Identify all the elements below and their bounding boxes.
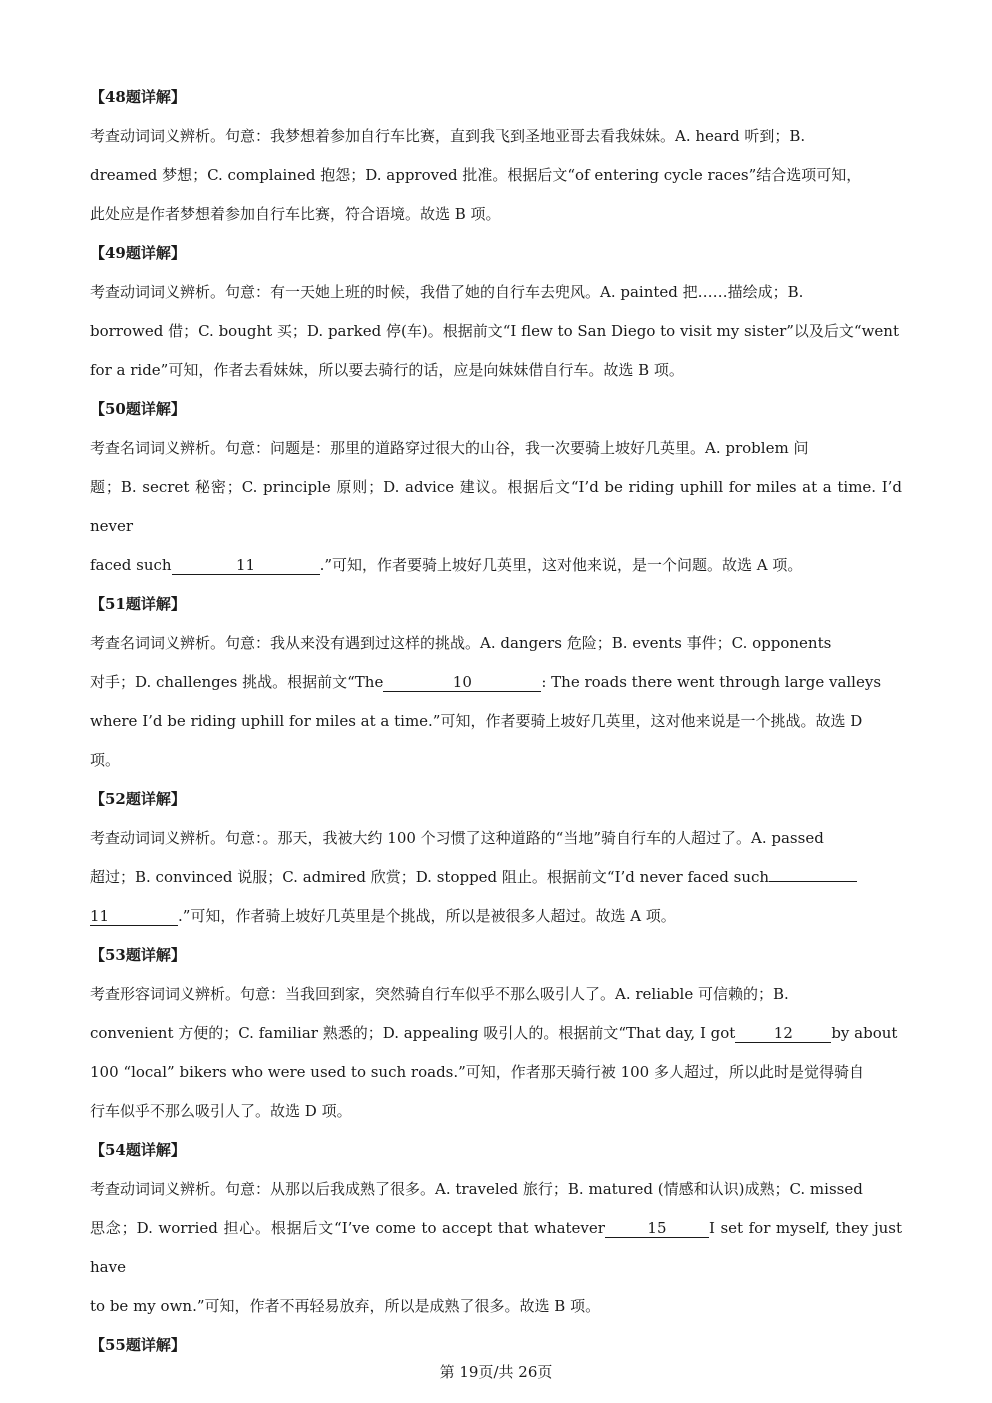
explanation-line-with-blank	[90, 1014, 902, 1053]
section-heading-51: 【51题详解】	[90, 595, 186, 613]
explanation-line: 考查形容词词义辨析。句意：当我回到家，突然骑自行车似乎不那么吸引人了。A. reliable 可信赖的；B.	[90, 985, 789, 1003]
text-after-blank: .”可知，作者骑上坡好几英里是个挑战，所以是被很多人超过。故选 A 项。	[178, 907, 676, 925]
text-before-blank: faced such	[90, 556, 172, 574]
fill-blank: 15	[605, 1219, 709, 1238]
section-heading-54: 【54题详解】	[90, 1141, 186, 1159]
explanation-line: dreamed 梦想；C. complained 抱怨；D. approved 批准。根据后文“of entering cycle races”结合选项可知，	[90, 166, 862, 184]
text-after-blank: : The roads there went through large valleys	[541, 673, 882, 691]
explanation-line-with-blank	[90, 1209, 902, 1287]
text-after-blank: .”可知，作者要骑上坡好几英里，这对他来说，是一个问题。故选 A 项。	[319, 556, 803, 574]
explanation-line-with-blank	[90, 897, 902, 936]
section-heading-48: 【48题详解】	[90, 88, 186, 106]
text-after-blank: by about	[831, 1024, 898, 1042]
explanation-line: 考查名词词义辨析。句意：问题是：那里的道路穿过很大的山谷，我一次要骑上坡好几英里。A. problem 问	[90, 439, 809, 457]
section-heading-49: 【49题详解】	[90, 244, 186, 262]
fill-blank	[769, 881, 857, 882]
fill-blank: 12	[735, 1024, 831, 1043]
explanation-line: 100 “local” bikers who were used to such roads.”可知，作者那天骑行被 100 多人超过，所以此时是觉得骑自	[90, 1063, 864, 1081]
fill-blank: 11	[90, 907, 178, 926]
text-before-blank: 对手；D. challenges 挑战。根据前文“The	[90, 673, 384, 691]
explanation-line: 考查名词词义辨析。句意：我从来没有遇到过这样的挑战。A. dangers 危险；B. events 事件；C. opponents	[90, 634, 832, 652]
explanation-line: where I’d be riding uphill for miles at a time.”可知，作者要骑上坡好几英里，这对他来说是一个挑战。故选 D	[90, 712, 863, 730]
explanation-line: 项。	[90, 751, 121, 769]
section-heading-55: 【55题详解】	[90, 1336, 186, 1354]
page-number-footer: 第 19页/共 26页	[439, 1363, 553, 1381]
explanation-line: 题；B. secret 秘密；C. principle 原则；D. advice 建议。根据后文“I’d be riding uphill for miles at a time. I’d never	[90, 478, 902, 535]
text-before-blank: 超过；B. convinced 说服；C. admired 欣赏；D. stopped 阻止。根据前文“I’d never faced such	[90, 868, 770, 886]
explanation-line: 考查动词词义辨析。句意：我梦想着参加自行车比赛，直到我飞到圣地亚哥去看我妹妹。A. heard 听到；B.	[90, 127, 806, 145]
explanation-line: to be my own.”可知，作者不再轻易放弃，所以是成熟了很多。故选 B 项。	[90, 1297, 601, 1315]
explanation-line: borrowed 借；C. bought 买；D. parked 停(车)。根据前文“I flew to San Diego to visit my sister”以及后文“went	[90, 322, 899, 340]
text-before-blank: 思念；D. worried 担心。根据后文“I’ve come to accept that whatever	[90, 1219, 605, 1237]
explanation-line-with-blank	[90, 858, 902, 897]
fill-blank: 10	[383, 673, 541, 692]
explanation-line: 行车似乎不那么吸引人了。故选 D 项。	[90, 1102, 352, 1120]
text-after-blank: I set for myself, they just have	[90, 1219, 902, 1276]
section-heading-53: 【53题详解】	[90, 946, 186, 964]
explanation-line: 考查动词词义辨析。句意：有一天她上班的时候，我借了她的自行车去兜风。A. painted 把……描绘成；B.	[90, 283, 804, 301]
text-before-blank: convenient 方便的；C. familiar 熟悉的；D. appealing 吸引人的。根据前文“That day, I got	[90, 1024, 736, 1042]
explanation-line: 此处应是作者梦想着参加自行车比赛，符合语境。故选 B 项。	[90, 205, 501, 223]
explanation-line: 考查动词词义辨析。句意：从那以后我成熟了很多。A. traveled 旅行；B. matured (情感和认识)成熟；C. missed	[90, 1180, 863, 1198]
fill-blank: 11	[172, 556, 320, 575]
explanation-line-with-blank	[90, 663, 902, 702]
section-heading-50: 【50题详解】	[90, 400, 186, 418]
explanation-line-with-blank	[90, 546, 902, 585]
section-heading-52: 【52题详解】	[90, 790, 186, 808]
answer-explanations	[90, 78, 902, 1365]
explanation-line: 考查动词词义辨析。句意：。那天，我被大约 100 个习惯了这种道路的“当地”骑自行车的人超过了。A. passed	[90, 829, 824, 847]
explanation-line: for a ride”可知，作者去看妹妹，所以要去骑行的话，应是向妹妹借自行车。故选 B 项。	[90, 361, 684, 379]
